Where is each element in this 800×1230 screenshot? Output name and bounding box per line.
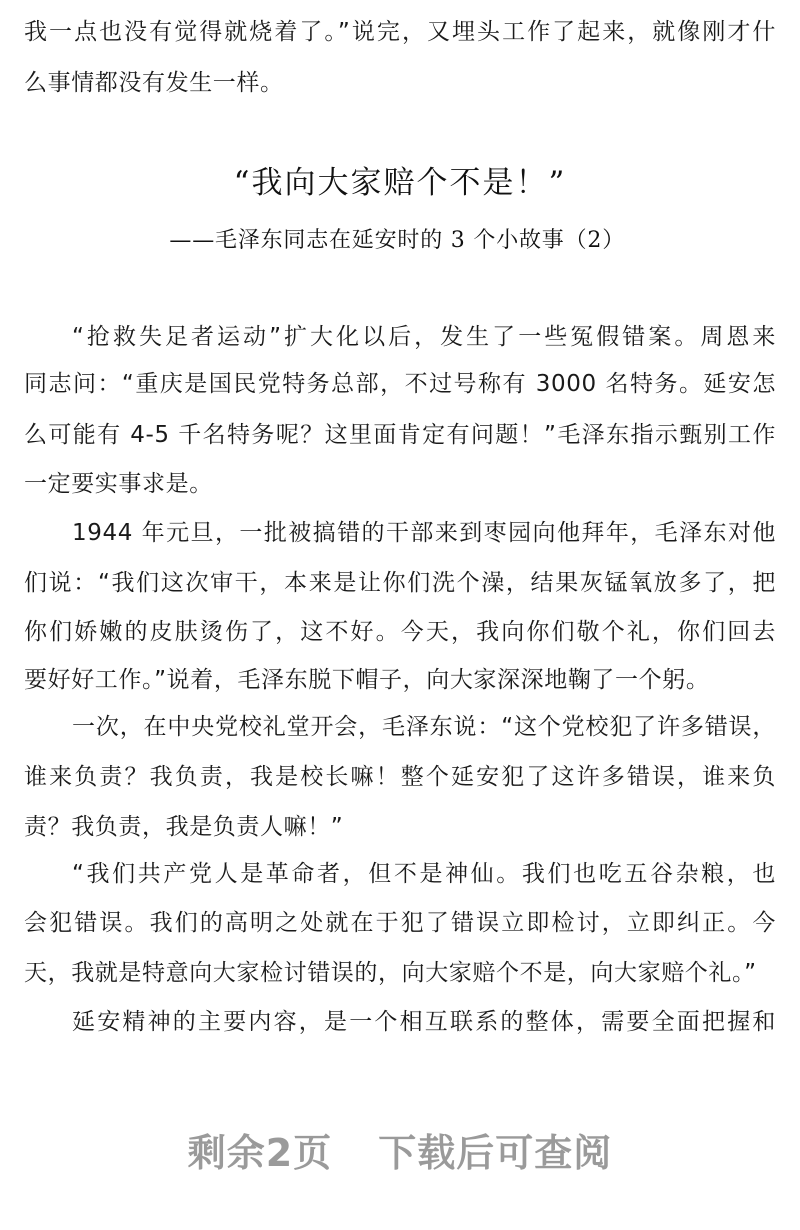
paragraph-line: 你们娇嫩的皮肤烫伤了，这不好。今天，我向你们敬个礼，你们回去 bbox=[24, 619, 776, 645]
paragraph-line: 延安精神的主要内容，是一个相互联系的整体，需要全面把握和 bbox=[72, 1009, 776, 1035]
download-hint-text: 下载后可查阅 bbox=[378, 1131, 613, 1175]
paragraph-line: 一定要实事求是。 bbox=[24, 471, 213, 497]
paragraph-line: 要好好工作。”说着，毛泽东脱下帽子，向大家深深地鞠了一个躬。 bbox=[24, 667, 710, 693]
paragraph-line: 么可能有 4-5 千名特务呢？这里面肯定有问题！”毛泽东指示甄别工作 bbox=[24, 422, 776, 448]
article-subtitle: ——毛泽东同志在延安时的 3 个小故事（2） bbox=[169, 228, 625, 253]
paragraph-line: 1944 年元旦，一批被搞错的干部来到枣园向他拜年，毛泽东对他 bbox=[72, 520, 776, 546]
paragraph-line: 谁来负责？我负责，我是校长嘛！整个延安犯了这许多错误，谁来负 bbox=[24, 764, 776, 790]
paragraph-line: 同志问：“重庆是国民党特务总部，不过号称有 3000 名特务。延安怎 bbox=[24, 371, 776, 397]
paragraph-line: “我们共产党人是革命者，但不是神仙。我们也吃五谷杂粮，也 bbox=[72, 861, 776, 887]
download-prompt-banner[interactable] bbox=[0, 1128, 800, 1178]
remaining-pages-text: 剩余2页 bbox=[187, 1131, 333, 1175]
paragraph-line: 天，我就是特意向大家检讨错误的，向大家赔个不是，向大家赔个礼。” bbox=[24, 960, 757, 986]
paragraph-line: “抢救失足者运动”扩大化以后，发生了一些冤假错案。周恩来 bbox=[72, 324, 776, 350]
continued-text-line: 么事情都没有发生一样。 bbox=[24, 70, 284, 96]
paragraph-line: 责？我负责，我是负责人嘛！” bbox=[24, 814, 344, 840]
paragraph-line: 们说：“我们这次审干，本来是让你们洗个澡，结果灰锰氧放多了，把 bbox=[24, 570, 776, 596]
paragraph-line: 会犯错误。我们的高明之处就在于犯了错误立即检讨，立即纠正。今 bbox=[24, 910, 776, 936]
paragraph-line: 一次，在中央党校礼堂开会，毛泽东说：“这个党校犯了许多错误， bbox=[72, 714, 776, 740]
article-title: “我向大家赔个不是！” bbox=[233, 165, 567, 201]
continued-text-line: 我一点也没有觉得就烧着了。”说完，又埋头工作了起来，就像刚才什 bbox=[24, 19, 776, 45]
